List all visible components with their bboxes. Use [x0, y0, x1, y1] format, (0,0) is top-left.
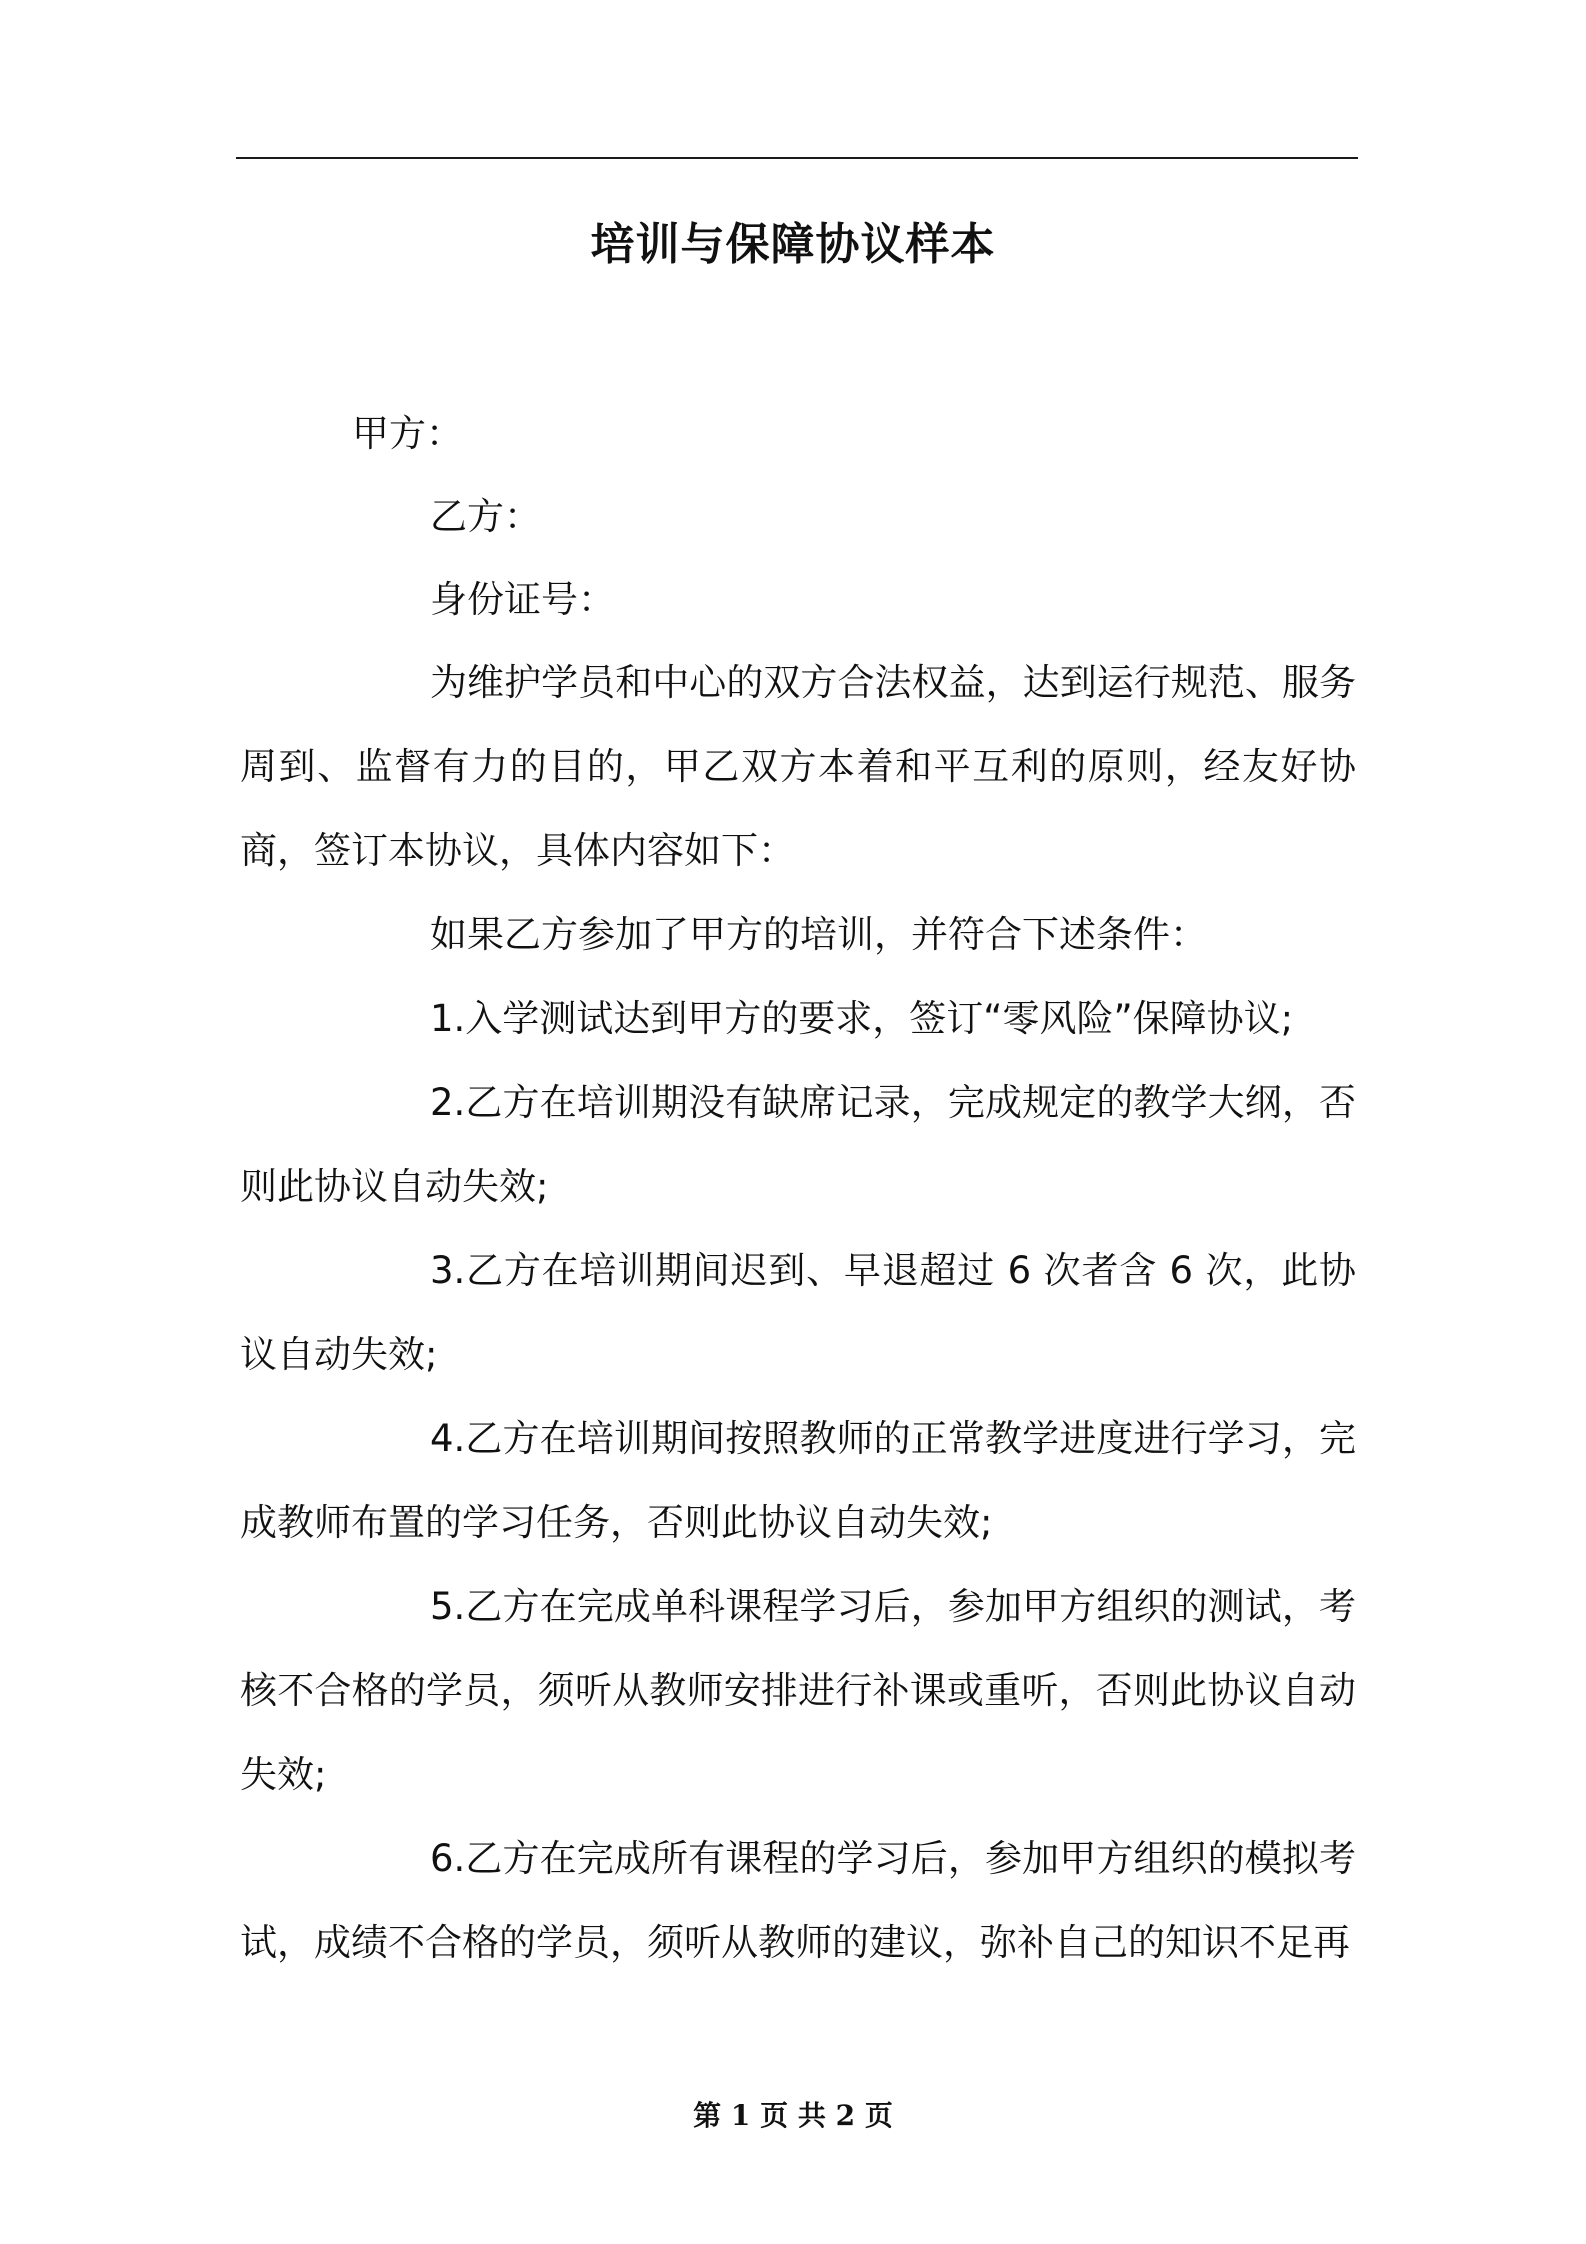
- condition-item-5: 5.乙方在完成单科课程学习后，参加甲方组织的测试，考核不合格的学员，须听从教师安排进行补课或重听，否则此协议自动失效;: [240, 1585, 1356, 1796]
- condition-item-1: 1.入学测试达到甲方的要求，签订“零风险”保障协议;: [430, 997, 1294, 1040]
- id-number-label: 身份证号：: [430, 578, 615, 621]
- header-rule: [236, 157, 1358, 159]
- condition-lead: 如果乙方参加了甲方的培训，并符合下述条件：: [430, 913, 1207, 956]
- condition-item-4: 4.乙方在培训期间按照教师的正常教学进度进行学习，完成教师布置的学习任务，否则此协议自动失效;: [240, 1417, 1356, 1544]
- condition-item-2: 2.乙方在培训期没有缺席记录，完成规定的教学大纲，否则此协议自动失效;: [240, 1081, 1356, 1208]
- condition-item-3: 3.乙方在培训期间迟到、早退超过 6 次者含 6 次，此协议自动失效;: [240, 1249, 1356, 1376]
- party-a-label: 甲方：: [352, 412, 463, 455]
- document-title: 培训与保障协议样本: [590, 219, 996, 270]
- condition-item-6: 6.乙方在完成所有课程的学习后，参加甲方组织的模拟考试，成绩不合格的学员，须听从教师的建议，弥补自己的知识不足再: [240, 1837, 1356, 1964]
- intro-paragraph: 为维护学员和中心的双方合法权益，达到运行规范、服务周到、监督有力的目的，甲乙双方本着和平互利的原则，经友好协商，签订本协议，具体内容如下：: [240, 661, 1356, 872]
- page-number-footer: 第 1 页 共 2 页: [693, 2099, 893, 2132]
- party-b-label: 乙方：: [430, 495, 541, 538]
